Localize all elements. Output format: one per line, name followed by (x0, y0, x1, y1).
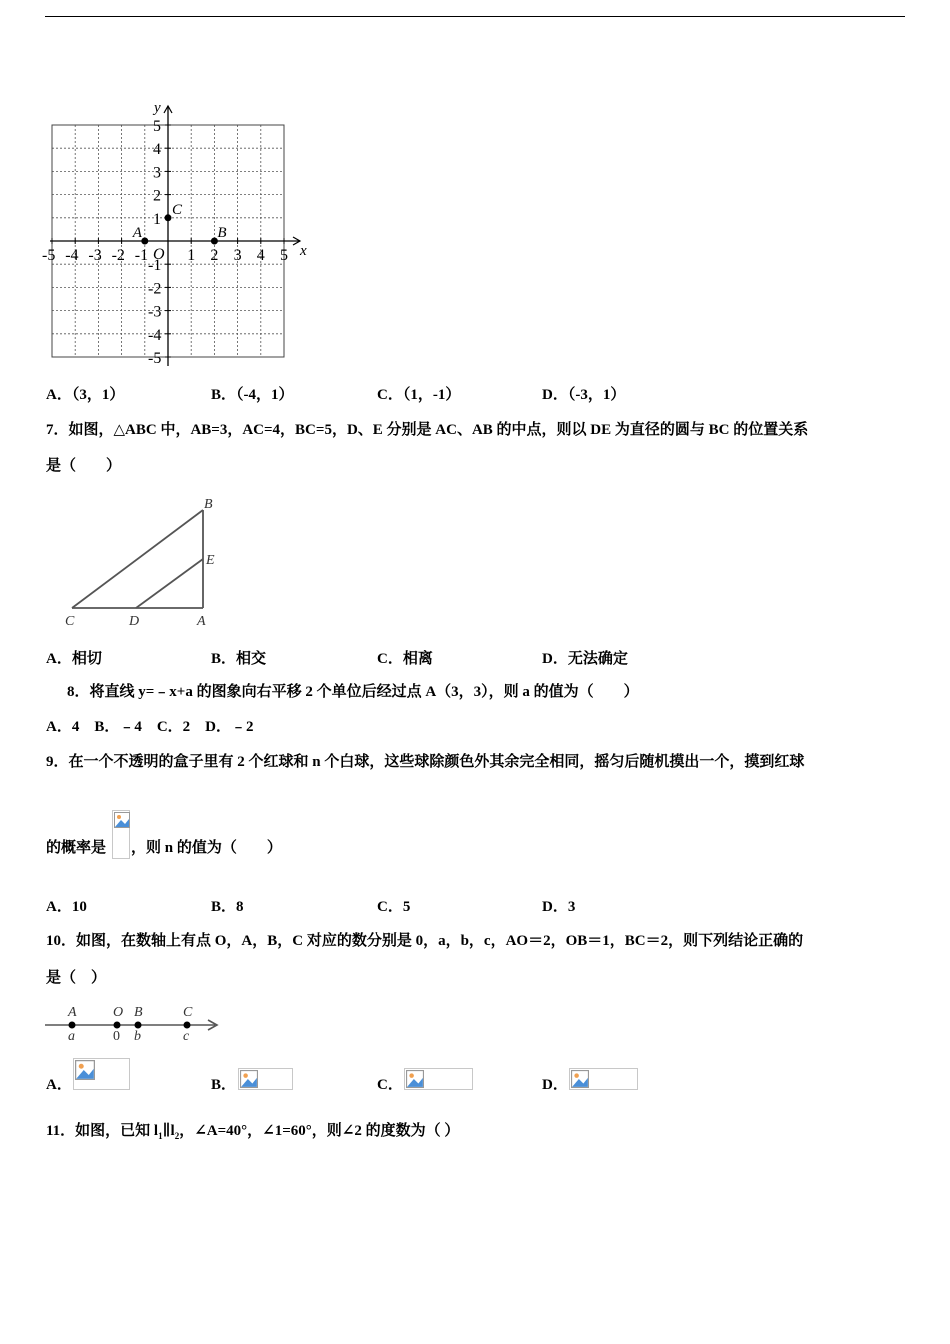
x-tick-label: 5 (280, 247, 288, 264)
y-tick-label: 1 (153, 210, 161, 228)
q9-option-a: A．10 (46, 899, 87, 915)
x-tick-label: 4 (256, 247, 265, 264)
x-tick-label: -5 (42, 247, 56, 264)
q9-option-b: B．8 (211, 899, 244, 915)
x-tick-label: -2 (111, 247, 125, 264)
q10-option-a: A． (46, 1077, 72, 1093)
numberline-label-o: O (113, 1005, 124, 1020)
point-label-a: A (132, 225, 142, 241)
y-tick-label: 4 (153, 141, 161, 159)
numberline-label-c: C (183, 1005, 193, 1020)
origin-label: O (153, 246, 165, 263)
q7-option-b: B．相交 (211, 651, 267, 667)
y-tick-label: -4 (148, 326, 162, 344)
q9-text: 9．在一个不透明的盒子里有 2 个红球和 n 个白球，这些球除颜色外其余完全相同，摇匀后随机摸出一个，摸到红球 (46, 754, 805, 770)
numberline-value-b: b (134, 1029, 141, 1044)
q10-option-b-image (238, 1068, 293, 1090)
q6-option-a: A．（3，1） (46, 387, 125, 403)
y-tick-label: -3 (148, 303, 162, 321)
q11-text (46, 1121, 459, 1146)
q7-text-cont: 是（ ） (46, 458, 122, 474)
q10-option-c-image (404, 1068, 473, 1090)
q11-prefix: 11．如图，已知 l (46, 1123, 159, 1139)
broken-image-icon (75, 1060, 95, 1080)
q6-option-b: B．（-4，1） (211, 387, 294, 403)
q8-text: 8．将直线 y=﹣x+a 的图象向右平移 2 个单位后经过点 A（3，3），则 a 的值为（ ） (67, 684, 639, 700)
number-line (40, 1000, 230, 1048)
q10-option-c: C． (377, 1077, 403, 1093)
triangle-figure (60, 492, 220, 632)
q7-text: 7．如图，△ABC 中，AB=3，AC=4，BC=5，D、E 分别是 AC、AB 的中点，则以 DE 为直径的圆与 BC 的位置关系 (46, 422, 809, 438)
q9-text-suffix: ，则 n 的值为（ ） (131, 840, 282, 856)
numberline-point-b (135, 1022, 142, 1029)
q11-sub2: 2 (174, 1131, 180, 1141)
y-axis-label: y (154, 100, 161, 116)
numberline-value-zero: 0 (113, 1029, 120, 1044)
y-tick-label: -1 (148, 257, 162, 275)
y-tick-label: 2 (153, 187, 161, 205)
x-tick-label: 3 (233, 247, 242, 264)
point-c (165, 214, 172, 221)
q10-option-d: D． (542, 1077, 568, 1093)
label-b: B (204, 497, 213, 512)
q10-option-b: B． (211, 1077, 237, 1093)
q11-sub1: 1 (158, 1131, 163, 1141)
x-tick-label: -1 (134, 247, 149, 264)
fraction-image (112, 810, 130, 859)
point-label-b: B (217, 225, 227, 241)
numberline-value-a: a (68, 1029, 75, 1044)
x-tick-label: 2 (210, 247, 219, 264)
q7-option-c: C．相离 (377, 651, 433, 667)
q6-option-c: C．（1，-1） (377, 387, 461, 403)
q10-text-cont: 是（ ） (46, 970, 107, 986)
coordinate-graph (40, 98, 315, 370)
q7-option-d: D．无法确定 (542, 651, 628, 667)
q9-option-d: D．3 (542, 899, 576, 915)
numberline-label-a: A (68, 1005, 77, 1020)
broken-image-icon (240, 1070, 258, 1088)
q10-option-a-image (73, 1058, 130, 1090)
point-a (141, 238, 148, 245)
x-tick-label: -3 (88, 247, 102, 264)
label-e: E (206, 553, 215, 568)
q10-text: 10．如图，在数轴上有点 O，A，B，C 对应的数分别是 0，a，b，c，AO＝2，OB＝1，BC＝2，则下列结论正确的 (46, 933, 804, 949)
broken-image-icon (406, 1070, 424, 1088)
y-tick-label: 5 (153, 118, 161, 135)
numberline-value-c: c (183, 1029, 190, 1044)
q7-option-a: A．相切 (46, 651, 102, 667)
numberline-label-b: B (134, 1005, 143, 1020)
header-rule (45, 16, 905, 17)
q11-suffix: ，∠A=40°，∠1=60°，则∠2 的度数为（ ） (179, 1123, 460, 1139)
broken-image-icon (114, 812, 130, 828)
x-tick-label: 1 (187, 247, 196, 264)
y-tick-label: -5 (148, 350, 162, 367)
numberline-point-o (114, 1022, 121, 1029)
y-tick-label: 3 (153, 164, 161, 182)
q9-option-c: C．5 (377, 899, 411, 915)
q9-text-prefix: 的概率是 (46, 840, 107, 856)
label-c: C (65, 614, 75, 629)
x-tick-label: -4 (65, 247, 79, 264)
q8-options: A．4 B．﹣4 C．2 D．﹣2 (46, 719, 254, 735)
point-label-c: C (172, 201, 183, 218)
numberline-point-c (184, 1022, 191, 1029)
label-d: D (129, 614, 140, 629)
q11-mid: ∥l (162, 1123, 175, 1139)
label-a: A (197, 614, 206, 629)
x-axis-label: x (300, 243, 307, 259)
numberline-point-a (69, 1022, 76, 1029)
broken-image-icon (571, 1070, 589, 1088)
q10-option-d-image (569, 1068, 638, 1090)
y-tick-label: -2 (148, 280, 162, 298)
q6-option-d: D．（-3，1） (542, 387, 626, 403)
